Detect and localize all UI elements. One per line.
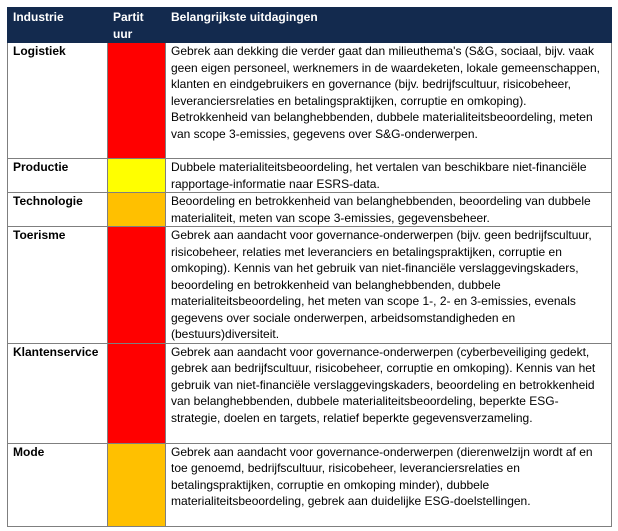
- header-partition: Partit uur: [108, 8, 166, 43]
- industry-cell: Toerisme: [8, 227, 108, 344]
- industry-cell: Technologie: [8, 193, 108, 227]
- industry-challenges-table: [7, 7, 612, 527]
- table-row: [8, 227, 612, 344]
- table-row: [8, 343, 612, 443]
- header-challenges: Belangrijkste uitdagingen: [166, 8, 612, 43]
- status-color-cell: [108, 43, 166, 159]
- status-color-cell: [108, 193, 166, 227]
- industry-cell: Mode: [8, 443, 108, 526]
- challenges-table-container: [7, 7, 611, 527]
- challenges-cell: Gebrek aan aandacht voor governance-onderwerpen (bijv. geen bedrijfscultuur, risicobeheer, relaties met leveranciers en betalingspraktijken, corruptie en omkoping). Kennis van het gebruik van niet-financiële verslaggevingskaders, beoordeling en betrokkenheid van belanghebbenden, dubbele materialiteitsbeoordeling, het meten van scope 1-, 2- en 3-emissies, evenals gegevens over sociale onderwerpen, arbeidsomstandigheden en (bestuurs)diversiteit.: [166, 227, 612, 344]
- challenges-cell: Gebrek aan aandacht voor governance-onderwerpen (dierenwelzijn wordt af en toe genoemd, bedrijfscultuur, risicobeheer, leveranciersrelaties en betalingspraktijken, corruptie en omkoping minder), dubbele materialiteitsbeoordeling, gebrek aan duidelijke ESG-doelstellingen.: [166, 443, 612, 526]
- table-row: [8, 159, 612, 193]
- industry-cell: Klantenservice: [8, 343, 108, 443]
- status-color-cell: [108, 443, 166, 526]
- table-row: [8, 443, 612, 526]
- table-header-row: [8, 8, 612, 43]
- challenges-cell: Gebrek aan dekking die verder gaat dan milieuthema's (S&G, sociaal, bijv. vaak geen eigen personeel, werknemers in de waardeketen, lokale gemeenschappen, klanten en eindgebruikers en governance (bijv. bedrijfscultuur, risicobeheer, leveranciersrelaties en betalingspraktijken, corruptie en omkoping). Betrokkenheid van belanghebbenden, dubbele materialiteitsbeoordeling, meten van scope 3-emissies, gegevens over S&G-onderwerpen.: [166, 43, 612, 159]
- challenges-cell: Gebrek aan aandacht voor governance-onderwerpen (cyberbeveiliging gedekt, gebrek aan bedrijfscultuur, risicobeheer, corruptie en omkoping). Kennis van het gebruik van niet-financiële verslaggevingskaders, beoordeling en betrokkenheid van belanghebbenden, dubbele materialiteitsbeoordeling, beperkte ESG-strategie, doelen en targets, relatief beperkte gegevensverzameling.: [166, 343, 612, 443]
- challenges-cell: Dubbele materialiteitsbeoordeling, het vertalen van beschikbare niet-financiële rapportage-informatie naar ESRS-data.: [166, 159, 612, 193]
- header-industry: Industrie: [8, 8, 108, 43]
- status-color-cell: [108, 227, 166, 344]
- table-row: [8, 193, 612, 227]
- industry-cell: Logistiek: [8, 43, 108, 159]
- table-row: [8, 43, 612, 159]
- challenges-cell: Beoordeling en betrokkenheid van belanghebbenden, beoordeling van dubbele materialiteit, meten van scope 3-emissies, gegevensbeheer.: [166, 193, 612, 227]
- status-color-cell: [108, 159, 166, 193]
- industry-cell: Productie: [8, 159, 108, 193]
- status-color-cell: [108, 343, 166, 443]
